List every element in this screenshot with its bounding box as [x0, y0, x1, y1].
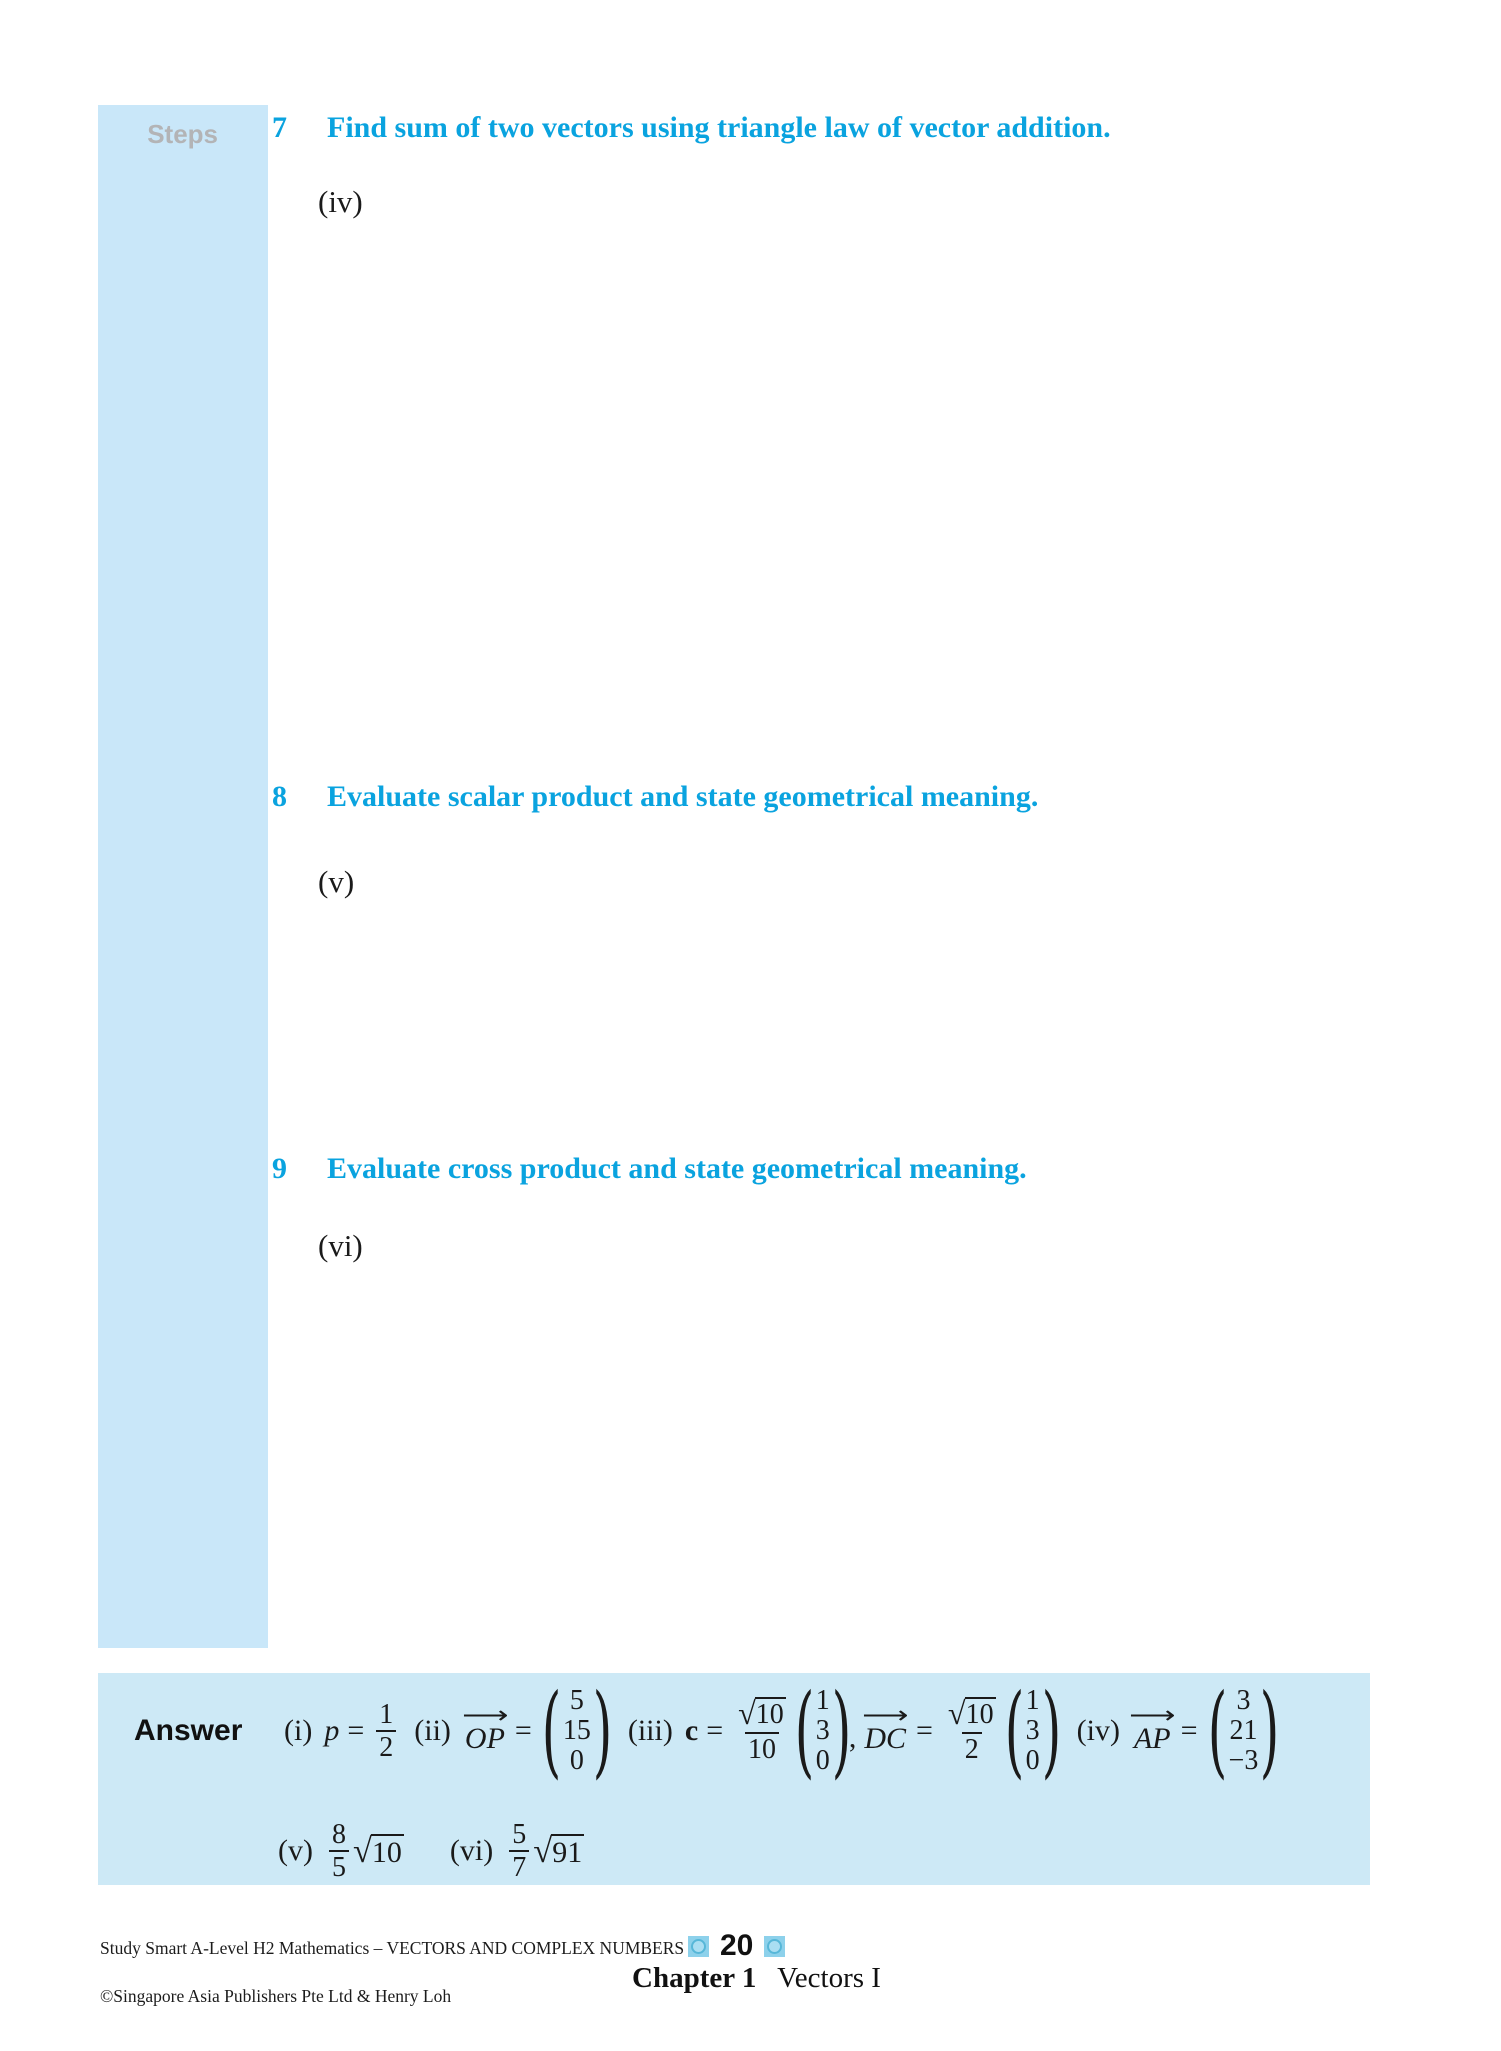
answer-item-iii — [627, 1672, 1063, 1789]
fraction-sqrt10-over-10 — [735, 1697, 789, 1765]
answer-row-2 — [278, 1819, 584, 1884]
fraction-denominator: 5 — [329, 1850, 349, 1883]
copyright-line: ©Singapore Asia Publishers Pte Ltd & Henry Loh — [100, 1986, 452, 2006]
math-variable-p: p — [324, 1714, 340, 1747]
paren-open: ( — [1004, 1672, 1024, 1789]
column-vector-rows — [1227, 1686, 1261, 1776]
paren-close: ) — [1041, 1672, 1061, 1789]
answer-item-vi — [450, 1819, 584, 1884]
paren-open: ( — [794, 1672, 815, 1789]
answer-item-iv — [1076, 1672, 1282, 1789]
comma: , — [848, 1721, 857, 1754]
vector-component: 0 — [569, 1744, 584, 1776]
answer-item-ii — [414, 1672, 614, 1789]
column-vector-OP — [541, 1672, 613, 1789]
step-7-title: Find sum of two vectors using triangle law of vector addition. — [327, 111, 1111, 144]
vector-component: 3 — [1025, 1715, 1040, 1747]
paren-open: ( — [541, 1672, 562, 1789]
step-8-title: Evaluate scalar product and state geometrical meaning. — [327, 780, 1039, 813]
radical-sign-icon: √ — [533, 1832, 553, 1871]
equals-sign: = — [1180, 1714, 1198, 1747]
column-vector-rows — [814, 1686, 832, 1776]
step-9-heading — [272, 1151, 1027, 1187]
item-label-vi: (vi) — [449, 1834, 494, 1868]
square-root — [353, 1834, 404, 1869]
radicand: 10 — [371, 1836, 402, 1870]
chapter-title: Vectors I — [777, 1962, 881, 1994]
paren-close: ) — [1260, 1672, 1280, 1789]
vector-component: 1 — [815, 1685, 830, 1717]
vector-letters: OP — [464, 1721, 505, 1755]
square-root — [947, 1695, 996, 1732]
item-label-iii: (iii) — [627, 1714, 673, 1747]
paren-close: ) — [831, 1672, 852, 1789]
radicand: 91 — [552, 1836, 583, 1870]
equals-sign: = — [514, 1714, 532, 1747]
paren-open: ( — [1207, 1672, 1227, 1789]
radical-sign-icon: √ — [352, 1832, 372, 1871]
radical-sign-icon: √ — [947, 1695, 966, 1732]
fraction-denominator: 2 — [376, 1730, 396, 1763]
fraction-numerator: 8 — [331, 1819, 346, 1850]
square-root — [533, 1834, 584, 1869]
fraction-five-sevenths — [509, 1819, 529, 1884]
fraction-denominator: 7 — [509, 1850, 529, 1883]
series-title: Study Smart A-Level H2 Mathematics – VECTORS AND COMPLEX NUMBERS — [100, 1938, 685, 1958]
column-vector-AP — [1207, 1672, 1280, 1789]
radicand: 10 — [965, 1699, 994, 1731]
math-variable-c: c — [684, 1714, 699, 1747]
column-vector-rows — [1024, 1686, 1042, 1776]
answer-panel — [98, 1673, 1370, 1885]
vector-letters: DC — [864, 1721, 906, 1755]
vector-component: 3 — [815, 1715, 830, 1747]
step-8-part-label: (v) — [318, 864, 355, 899]
vector-AP — [1129, 1700, 1176, 1755]
step-8-number: 8 — [272, 780, 287, 813]
radicand: 10 — [755, 1699, 784, 1731]
fraction-sqrt10-over-2 — [945, 1697, 999, 1765]
chapter-label: Chapter 1 — [632, 1962, 757, 1994]
vector-component: 21 — [1229, 1715, 1258, 1747]
vector-letters: AP — [1133, 1721, 1171, 1755]
vector-component: −3 — [1228, 1744, 1259, 1776]
circle-icon — [767, 1939, 782, 1954]
answer-label: Answer — [134, 1714, 243, 1747]
vector-DC — [861, 1700, 909, 1755]
item-label-iv: (iv) — [1076, 1714, 1120, 1747]
answer-row-1 — [134, 1672, 1281, 1789]
page-number: 20 — [720, 1929, 754, 1962]
column-vector-rows — [561, 1686, 593, 1776]
step-8-heading — [272, 779, 1038, 815]
fraction-numerator — [735, 1697, 789, 1731]
vector-arrow-icon: ⟶ — [1129, 1700, 1176, 1729]
fraction-numerator: 1 — [379, 1698, 394, 1730]
square-root — [738, 1695, 786, 1732]
step-9-title: Evaluate cross product and state geometrical meaning. — [327, 1152, 1027, 1185]
badge-ornament-icon — [688, 1936, 709, 1957]
radical-sign-icon: √ — [738, 1695, 756, 1732]
steps-panel-title: Steps — [147, 119, 218, 149]
vector-component: 1 — [1025, 1685, 1040, 1717]
answer-item-i — [284, 1699, 400, 1764]
answer-item-v — [278, 1819, 404, 1884]
paren-close: ) — [592, 1672, 613, 1789]
vector-OP — [461, 1700, 509, 1755]
item-label-i: (i) — [284, 1714, 313, 1747]
step-9-part-label: (vi) — [318, 1228, 363, 1263]
fraction-numerator — [945, 1697, 999, 1731]
fraction-one-half — [376, 1699, 396, 1764]
step-9-number: 9 — [272, 1152, 287, 1185]
fraction-numerator: 5 — [512, 1819, 527, 1850]
vector-component: 0 — [815, 1744, 830, 1776]
step-7-part-label: (iv) — [318, 184, 363, 219]
column-vector-c — [794, 1672, 852, 1789]
vector-arrow-icon: ⟶ — [461, 1700, 509, 1729]
chapter-heading — [632, 1962, 881, 1995]
vector-component: 5 — [569, 1685, 584, 1717]
item-label-ii: (ii) — [414, 1714, 451, 1747]
page-number-badge — [688, 1929, 785, 1963]
step-7-heading — [272, 110, 1111, 146]
equals-sign: = — [347, 1714, 365, 1747]
fraction-denominator: 2 — [962, 1732, 982, 1765]
equals-sign: = — [916, 1714, 933, 1747]
vector-component: 3 — [1236, 1685, 1251, 1717]
step-7-number: 7 — [272, 111, 287, 144]
vector-arrow-icon: ⟶ — [861, 1700, 909, 1729]
steps-sidebar — [98, 105, 268, 1648]
circle-icon — [691, 1939, 706, 1954]
fraction-eight-fifths — [329, 1819, 349, 1884]
equals-sign: = — [706, 1714, 724, 1747]
fraction-denominator: 10 — [745, 1732, 779, 1765]
column-vector-DC — [1004, 1672, 1061, 1789]
vector-component: 15 — [562, 1715, 591, 1747]
item-label-v: (v) — [278, 1834, 313, 1868]
badge-ornament-icon — [764, 1936, 785, 1957]
vector-component: 0 — [1025, 1744, 1040, 1776]
